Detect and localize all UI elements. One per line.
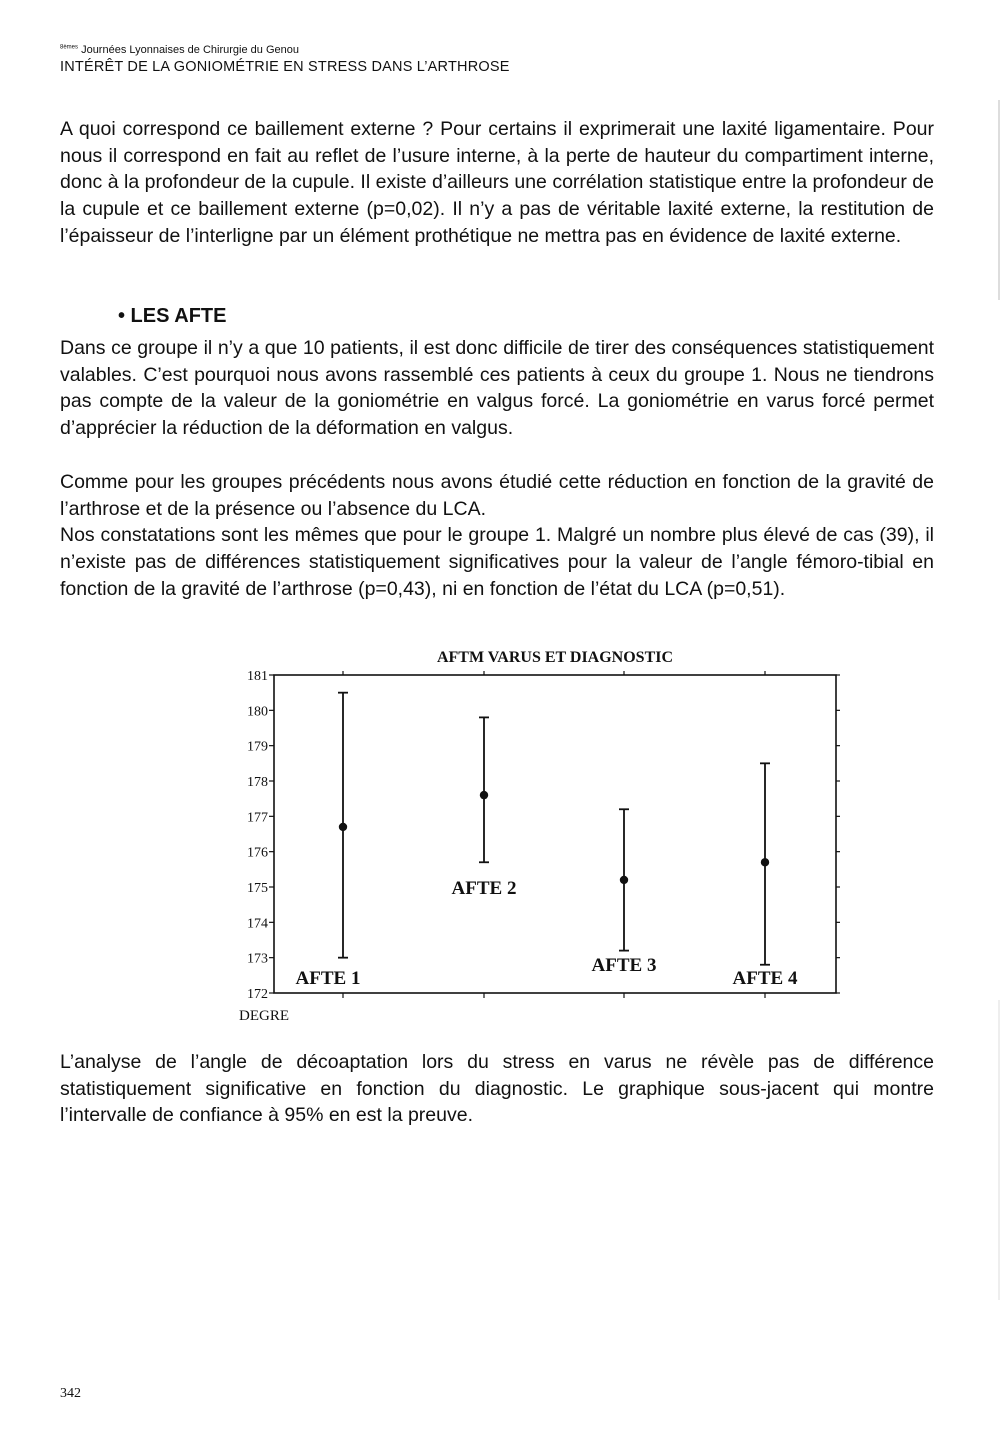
y-tick-label: 174 xyxy=(247,916,268,932)
paragraph-text: A quoi correspond ce baillement externe ? Pour certains il exprimerait une laxité ligamentaire. Pour nous il correspond en fait au reflet de l’usure interne, à la perte de hauteur du compartiment interne, donc à la profondeur de la cupule. Il existe d’ailleurs une corrélation statistique entre la profondeur de la cupule et ce baillement externe (p=0,02). Il n’y a pas de véritable laxité externe, la restitution de l’épaisseur de l’interligne par un élément prothétique ne mettra pas en évidence de laxité externe. xyxy=(60,118,934,247)
paragraph-constatations xyxy=(60,469,934,603)
conference-name xyxy=(60,44,510,58)
chart-title: AFTM VARUS ET DIAGNOSTIC xyxy=(436,649,674,666)
running-header xyxy=(60,44,510,76)
article-title: INTÉRÊT DE LA GONIOMÉTRIE EN STRESS DANS L’ARTHROSE xyxy=(60,58,510,75)
paragraph-text: Nos constatations sont les mêmes que pour le groupe 1. Malgré un nombre plus élevé de cas (39), il n’existe pas de différences statistiquement significatives pour la valeur de l’angle fémoro-tibial en fonction de la gravité de l’arthrose (p=0,43), ni en fonction de l’état du LCA (p=0,51). xyxy=(60,524,934,600)
section-heading-afte: • LES AFTE xyxy=(118,305,227,327)
y-tick-label: 175 xyxy=(247,881,268,896)
edition-superscript: 8èmes xyxy=(60,44,79,51)
y-tick-label: 177 xyxy=(247,810,268,826)
paragraph-afte xyxy=(60,335,934,442)
errorbar-4 xyxy=(733,763,798,989)
mean-point xyxy=(339,823,347,831)
paragraph-text: Dans ce groupe il n’y a que 10 patients, il est donc difficile de tirer des conséquences statistiquement valables. C’est pourquoi nous avons rassemblé ces patients à ceux du groupe 1. Nous ne tiendrons pas compte de la valeur de la goniométrie en valgus forcé. La goniométrie en varus forcé permet d’apprécier la réduction de la déformation en valgus. xyxy=(60,337,934,440)
errorbar-chart xyxy=(222,643,852,1028)
page-number: 342 xyxy=(60,1386,81,1401)
errorbar-1 xyxy=(296,693,361,989)
y-tick-label: 173 xyxy=(247,951,268,967)
paragraph-text: Comme pour les groupes précédents nous avons étudié cette réduction en fonction de la gravité de l’arthrose et de la présence ou l’absence du LCA. xyxy=(60,471,934,520)
y-tick-label: 178 xyxy=(247,775,268,790)
y-axis-label: DEGRE xyxy=(239,1008,289,1024)
paragraph-baillement xyxy=(60,116,934,250)
errorbar-2 xyxy=(452,717,517,899)
y-tick-label: 176 xyxy=(247,845,268,861)
category-label: AFTE 1 xyxy=(295,968,361,989)
conference-title: Journées Lyonnaises de Chirurgie du Genou xyxy=(78,44,299,56)
paragraph-text: L’analyse de l’angle de décoaptation lors du stress en varus ne révèle pas de différence statistiquement significative en fonction du diagnostic. Le graphique sous-jacent qui montre l’intervalle de confiance à 95% en est la preuve. xyxy=(60,1051,934,1127)
chart-marks xyxy=(296,693,798,989)
errorbar-3 xyxy=(592,809,657,976)
y-tick-label: 172 xyxy=(247,987,268,1002)
mean-point xyxy=(480,791,488,799)
mean-point xyxy=(761,858,769,866)
mean-point xyxy=(620,876,628,884)
category-label: AFTE 4 xyxy=(732,968,798,989)
plot-frame xyxy=(274,675,836,993)
y-tick-label: 181 xyxy=(247,669,268,684)
category-label: AFTE 3 xyxy=(591,955,657,976)
y-tick-label: 180 xyxy=(247,704,268,720)
y-tick-label: 179 xyxy=(247,739,268,755)
paragraph-analyse xyxy=(60,1049,934,1129)
category-label: AFTE 2 xyxy=(451,878,517,899)
